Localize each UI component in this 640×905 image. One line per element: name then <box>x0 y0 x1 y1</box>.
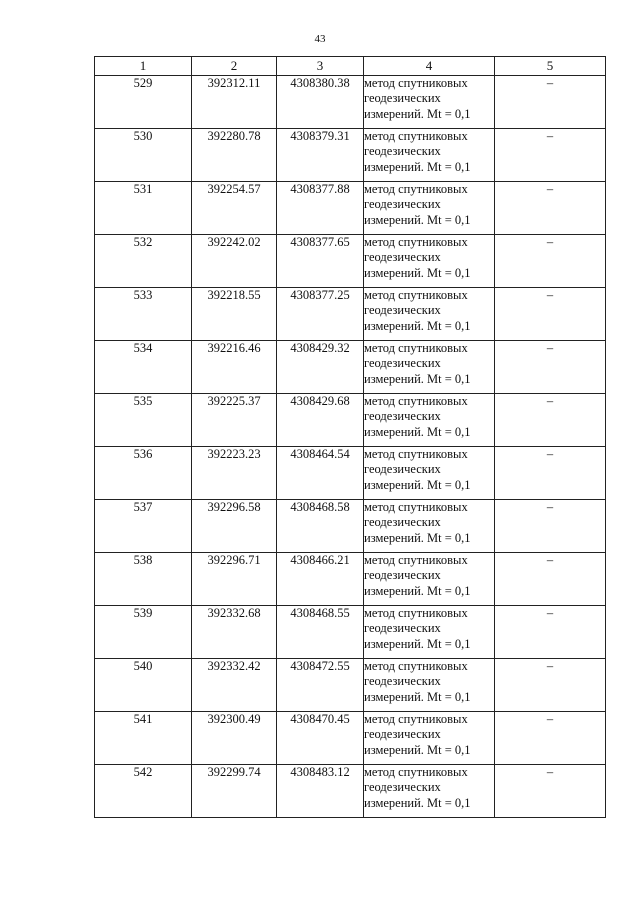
note-cell: – <box>495 765 606 818</box>
point-number-cell: 529 <box>95 76 192 129</box>
y-coordinate-cell: 4308377.65 <box>277 235 364 288</box>
y-coordinate-cell: 4308429.32 <box>277 341 364 394</box>
method-cell: метод спутниковых геодезических измерений. Mt = 0,1 <box>364 341 495 394</box>
column-header-1: 1 <box>95 57 192 76</box>
note-cell: – <box>495 659 606 712</box>
point-number-cell: 538 <box>95 553 192 606</box>
method-cell: метод спутниковых геодезических измерений. Mt = 0,1 <box>364 659 495 712</box>
y-coordinate-cell: 4308466.21 <box>277 553 364 606</box>
note-cell: – <box>495 447 606 500</box>
method-cell: метод спутниковых геодезических измерений. Mt = 0,1 <box>364 765 495 818</box>
method-cell: метод спутниковых геодезических измерений. Mt = 0,1 <box>364 500 495 553</box>
point-number-cell: 540 <box>95 659 192 712</box>
note-cell: – <box>495 606 606 659</box>
column-header-4: 4 <box>364 57 495 76</box>
x-coordinate-cell: 392280.78 <box>192 129 277 182</box>
table-row <box>95 129 606 182</box>
table-row <box>95 341 606 394</box>
table-row <box>95 394 606 447</box>
point-number-cell: 535 <box>95 394 192 447</box>
x-coordinate-cell: 392216.46 <box>192 341 277 394</box>
y-coordinate-cell: 4308468.55 <box>277 606 364 659</box>
table-row <box>95 500 606 553</box>
table-row <box>95 447 606 500</box>
note-cell: – <box>495 500 606 553</box>
y-coordinate-cell: 4308483.12 <box>277 765 364 818</box>
note-cell: – <box>495 288 606 341</box>
column-header-2: 2 <box>192 57 277 76</box>
x-coordinate-cell: 392296.71 <box>192 553 277 606</box>
point-number-cell: 534 <box>95 341 192 394</box>
y-coordinate-cell: 4308380.38 <box>277 76 364 129</box>
point-number-cell: 539 <box>95 606 192 659</box>
header-row <box>95 57 606 76</box>
x-coordinate-cell: 392312.11 <box>192 76 277 129</box>
point-number-cell: 541 <box>95 712 192 765</box>
note-cell: – <box>495 394 606 447</box>
x-coordinate-cell: 392300.49 <box>192 712 277 765</box>
y-coordinate-cell: 4308379.31 <box>277 129 364 182</box>
point-number-cell: 532 <box>95 235 192 288</box>
table-row <box>95 288 606 341</box>
method-cell: метод спутниковых геодезических измерений. Mt = 0,1 <box>364 712 495 765</box>
table-row <box>95 712 606 765</box>
table-header <box>95 57 606 76</box>
table-row <box>95 765 606 818</box>
point-number-cell: 537 <box>95 500 192 553</box>
page-number: 43 <box>314 33 326 45</box>
method-cell: метод спутниковых геодезических измерений. Mt = 0,1 <box>364 447 495 500</box>
x-coordinate-cell: 392299.74 <box>192 765 277 818</box>
x-coordinate-cell: 392332.68 <box>192 606 277 659</box>
table-row <box>95 659 606 712</box>
x-coordinate-cell: 392332.42 <box>192 659 277 712</box>
y-coordinate-cell: 4308429.68 <box>277 394 364 447</box>
coordinates-table <box>94 56 606 818</box>
x-coordinate-cell: 392218.55 <box>192 288 277 341</box>
method-cell: метод спутниковых геодезических измерений. Mt = 0,1 <box>364 129 495 182</box>
note-cell: – <box>495 182 606 235</box>
note-cell: – <box>495 235 606 288</box>
method-cell: метод спутниковых геодезических измерений. Mt = 0,1 <box>364 394 495 447</box>
x-coordinate-cell: 392254.57 <box>192 182 277 235</box>
y-coordinate-cell: 4308470.45 <box>277 712 364 765</box>
method-cell: метод спутниковых геодезических измерений. Mt = 0,1 <box>364 553 495 606</box>
point-number-cell: 531 <box>95 182 192 235</box>
table-row <box>95 553 606 606</box>
method-cell: метод спутниковых геодезических измерений. Mt = 0,1 <box>364 288 495 341</box>
y-coordinate-cell: 4308472.55 <box>277 659 364 712</box>
y-coordinate-cell: 4308377.25 <box>277 288 364 341</box>
note-cell: – <box>495 129 606 182</box>
point-number-cell: 536 <box>95 447 192 500</box>
note-cell: – <box>495 341 606 394</box>
note-cell: – <box>495 712 606 765</box>
x-coordinate-cell: 392242.02 <box>192 235 277 288</box>
column-header-3: 3 <box>277 57 364 76</box>
method-cell: метод спутниковых геодезических измерений. Mt = 0,1 <box>364 606 495 659</box>
method-cell: метод спутниковых геодезических измерений. Mt = 0,1 <box>364 182 495 235</box>
y-coordinate-cell: 4308464.54 <box>277 447 364 500</box>
y-coordinate-cell: 4308468.58 <box>277 500 364 553</box>
method-cell: метод спутниковых геодезических измерений. Mt = 0,1 <box>364 235 495 288</box>
point-number-cell: 533 <box>95 288 192 341</box>
point-number-cell: 542 <box>95 765 192 818</box>
table-row <box>95 76 606 129</box>
x-coordinate-cell: 392223.23 <box>192 447 277 500</box>
table-body <box>95 76 606 818</box>
method-cell: метод спутниковых геодезических измерений. Mt = 0,1 <box>364 76 495 129</box>
table-row <box>95 182 606 235</box>
note-cell: – <box>495 553 606 606</box>
note-cell: – <box>495 76 606 129</box>
point-number-cell: 530 <box>95 129 192 182</box>
x-coordinate-cell: 392296.58 <box>192 500 277 553</box>
column-header-5: 5 <box>495 57 606 76</box>
table-row <box>95 235 606 288</box>
table-row <box>95 606 606 659</box>
x-coordinate-cell: 392225.37 <box>192 394 277 447</box>
y-coordinate-cell: 4308377.88 <box>277 182 364 235</box>
